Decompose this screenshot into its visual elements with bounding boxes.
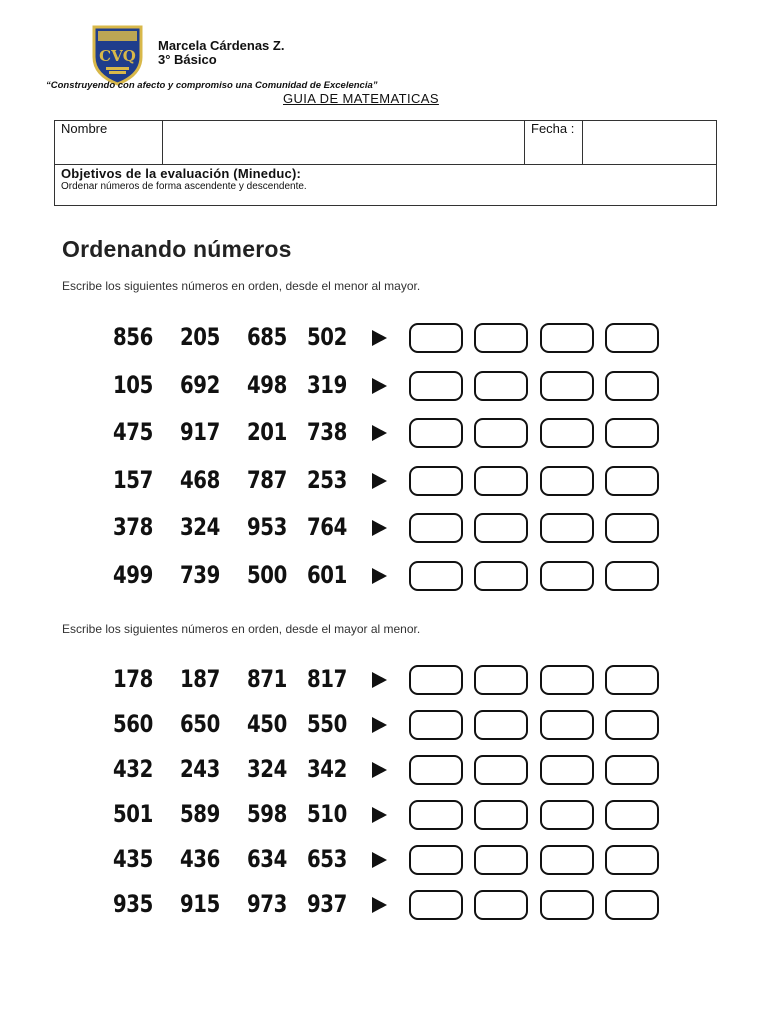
instruction-descending: Escribe los siguientes números en orden, desde el mayor al menor. xyxy=(62,622,421,636)
student-info-table xyxy=(54,120,717,206)
answer-box[interactable] xyxy=(605,466,659,496)
arrow-right-icon xyxy=(372,672,387,688)
exercise-row xyxy=(0,418,768,454)
name-label: Nombre xyxy=(55,121,163,165)
exercise-number: 817 xyxy=(307,665,347,693)
answer-box[interactable] xyxy=(409,710,463,740)
logo-text: CVQ xyxy=(99,47,136,65)
exercise-number: 253 xyxy=(307,465,347,494)
exercise-number: 378 xyxy=(113,513,153,541)
exercise-number: 973 xyxy=(247,890,287,918)
answer-box[interactable] xyxy=(540,755,594,785)
answer-box[interactable] xyxy=(540,323,594,353)
arrow-right-icon xyxy=(372,425,387,441)
exercise-number: 739 xyxy=(180,560,220,589)
exercise-row xyxy=(0,513,768,549)
exercise-row xyxy=(0,561,768,597)
arrow-right-icon xyxy=(372,568,387,584)
objectives-title: Objetivos de la evaluación (Mineduc): xyxy=(61,166,302,181)
answer-box[interactable] xyxy=(605,513,659,543)
exercise-number: 937 xyxy=(307,890,347,918)
answer-box[interactable] xyxy=(605,845,659,875)
exercise-number: 319 xyxy=(307,370,347,399)
exercise-row xyxy=(0,710,768,746)
answer-box[interactable] xyxy=(409,371,463,401)
exercise-number: 205 xyxy=(180,323,220,351)
answer-box[interactable] xyxy=(540,845,594,875)
date-field[interactable] xyxy=(583,121,717,165)
exercise-row xyxy=(0,665,768,701)
answer-box[interactable] xyxy=(605,323,659,353)
answer-box[interactable] xyxy=(409,466,463,496)
objectives-cell xyxy=(55,165,717,206)
exercise-number: 692 xyxy=(180,370,220,399)
exercise-number: 510 xyxy=(307,800,347,828)
exercise-number: 871 xyxy=(247,665,287,693)
arrow-right-icon xyxy=(372,520,387,536)
answer-box[interactable] xyxy=(605,665,659,695)
exercise-row xyxy=(0,845,768,881)
exercise-number: 157 xyxy=(113,465,153,494)
exercise-number: 502 xyxy=(307,323,347,351)
exercise-number: 917 xyxy=(180,418,220,446)
exercise-number: 432 xyxy=(113,755,153,783)
objectives-text: Ordenar números de forma ascendente y descendente. xyxy=(61,181,307,192)
exercise-number: 201 xyxy=(247,418,287,446)
exercise-number: 856 xyxy=(113,323,153,351)
exercise-number: 501 xyxy=(113,800,153,828)
answer-box[interactable] xyxy=(474,466,528,496)
exercise-row xyxy=(0,755,768,791)
answer-box[interactable] xyxy=(540,561,594,591)
exercise-number: 435 xyxy=(113,845,153,873)
answer-box[interactable] xyxy=(474,418,528,448)
answer-box[interactable] xyxy=(409,665,463,695)
answer-box[interactable] xyxy=(540,513,594,543)
answer-box[interactable] xyxy=(605,755,659,785)
answer-box[interactable] xyxy=(540,890,594,920)
school-motto: “Construyendo con afecto y compromiso una Comunidad de Excelencia” xyxy=(46,80,378,91)
exercise-row xyxy=(0,800,768,836)
answer-box[interactable] xyxy=(409,800,463,830)
exercise-number: 589 xyxy=(180,800,220,828)
answer-box[interactable] xyxy=(474,561,528,591)
exercise-row xyxy=(0,323,768,359)
arrow-right-icon xyxy=(372,762,387,778)
exercise-number: 187 xyxy=(180,665,220,693)
answer-box[interactable] xyxy=(540,371,594,401)
exercise-number: 499 xyxy=(113,560,153,589)
answer-box[interactable] xyxy=(540,710,594,740)
exercise-number: 498 xyxy=(247,370,287,399)
exercise-number: 560 xyxy=(113,710,153,738)
answer-box[interactable] xyxy=(540,466,594,496)
page-title: GUIA DE MATEMATICAS xyxy=(283,91,439,106)
answer-box[interactable] xyxy=(409,890,463,920)
exercise-number: 468 xyxy=(180,465,220,494)
arrow-right-icon xyxy=(372,330,387,346)
answer-box[interactable] xyxy=(474,323,528,353)
section-title: Ordenando números xyxy=(62,236,292,262)
answer-box[interactable] xyxy=(474,665,528,695)
exercise-number: 178 xyxy=(113,665,153,693)
answer-box[interactable] xyxy=(540,418,594,448)
answer-box[interactable] xyxy=(409,323,463,353)
answer-box[interactable] xyxy=(605,418,659,448)
exercise-number: 324 xyxy=(247,755,287,783)
arrow-right-icon xyxy=(372,807,387,823)
answer-box[interactable] xyxy=(409,513,463,543)
exercise-number: 324 xyxy=(180,513,220,541)
exercise-number: 105 xyxy=(113,370,153,399)
exercise-number: 787 xyxy=(247,465,287,494)
exercise-number: 738 xyxy=(307,418,347,446)
exercise-number: 475 xyxy=(113,418,153,446)
answer-box[interactable] xyxy=(605,561,659,591)
exercise-number: 935 xyxy=(113,890,153,918)
answer-box[interactable] xyxy=(474,845,528,875)
answer-box[interactable] xyxy=(409,561,463,591)
teacher-name: Marcela Cárdenas Z. xyxy=(158,38,285,53)
exercise-number: 450 xyxy=(247,710,287,738)
exercise-number: 342 xyxy=(307,755,347,783)
answer-box[interactable] xyxy=(605,890,659,920)
answer-box[interactable] xyxy=(474,371,528,401)
grade-label: 3° Básico xyxy=(158,52,217,67)
arrow-right-icon xyxy=(372,897,387,913)
answer-box[interactable] xyxy=(474,755,528,785)
exercise-row xyxy=(0,371,768,407)
exercise-number: 601 xyxy=(307,560,347,589)
exercise-number: 550 xyxy=(307,710,347,738)
arrow-right-icon xyxy=(372,717,387,733)
exercise-number: 653 xyxy=(307,845,347,873)
exercise-number: 953 xyxy=(247,513,287,541)
answer-box[interactable] xyxy=(409,755,463,785)
answer-box[interactable] xyxy=(474,890,528,920)
exercise-number: 243 xyxy=(180,755,220,783)
exercise-number: 915 xyxy=(180,890,220,918)
school-logo xyxy=(90,23,145,86)
answer-box[interactable] xyxy=(605,800,659,830)
arrow-right-icon xyxy=(372,378,387,394)
answer-box[interactable] xyxy=(540,665,594,695)
exercise-number: 634 xyxy=(247,845,287,873)
answer-box[interactable] xyxy=(409,418,463,448)
answer-box[interactable] xyxy=(605,371,659,401)
answer-box[interactable] xyxy=(474,800,528,830)
date-label: Fecha : xyxy=(525,121,583,165)
exercise-number: 764 xyxy=(307,513,347,541)
arrow-right-icon xyxy=(372,473,387,489)
exercise-row xyxy=(0,466,768,502)
instruction-ascending: Escribe los siguientes números en orden, desde el menor al mayor. xyxy=(62,279,421,293)
exercise-number: 685 xyxy=(247,323,287,351)
answer-box[interactable] xyxy=(605,710,659,740)
answer-box[interactable] xyxy=(474,710,528,740)
exercise-number: 436 xyxy=(180,845,220,873)
exercise-number: 500 xyxy=(247,560,287,589)
answer-box[interactable] xyxy=(474,513,528,543)
answer-box[interactable] xyxy=(540,800,594,830)
answer-box[interactable] xyxy=(409,845,463,875)
exercise-number: 598 xyxy=(247,800,287,828)
exercise-row xyxy=(0,890,768,926)
arrow-right-icon xyxy=(372,852,387,868)
name-field[interactable] xyxy=(163,121,525,165)
exercise-number: 650 xyxy=(180,710,220,738)
